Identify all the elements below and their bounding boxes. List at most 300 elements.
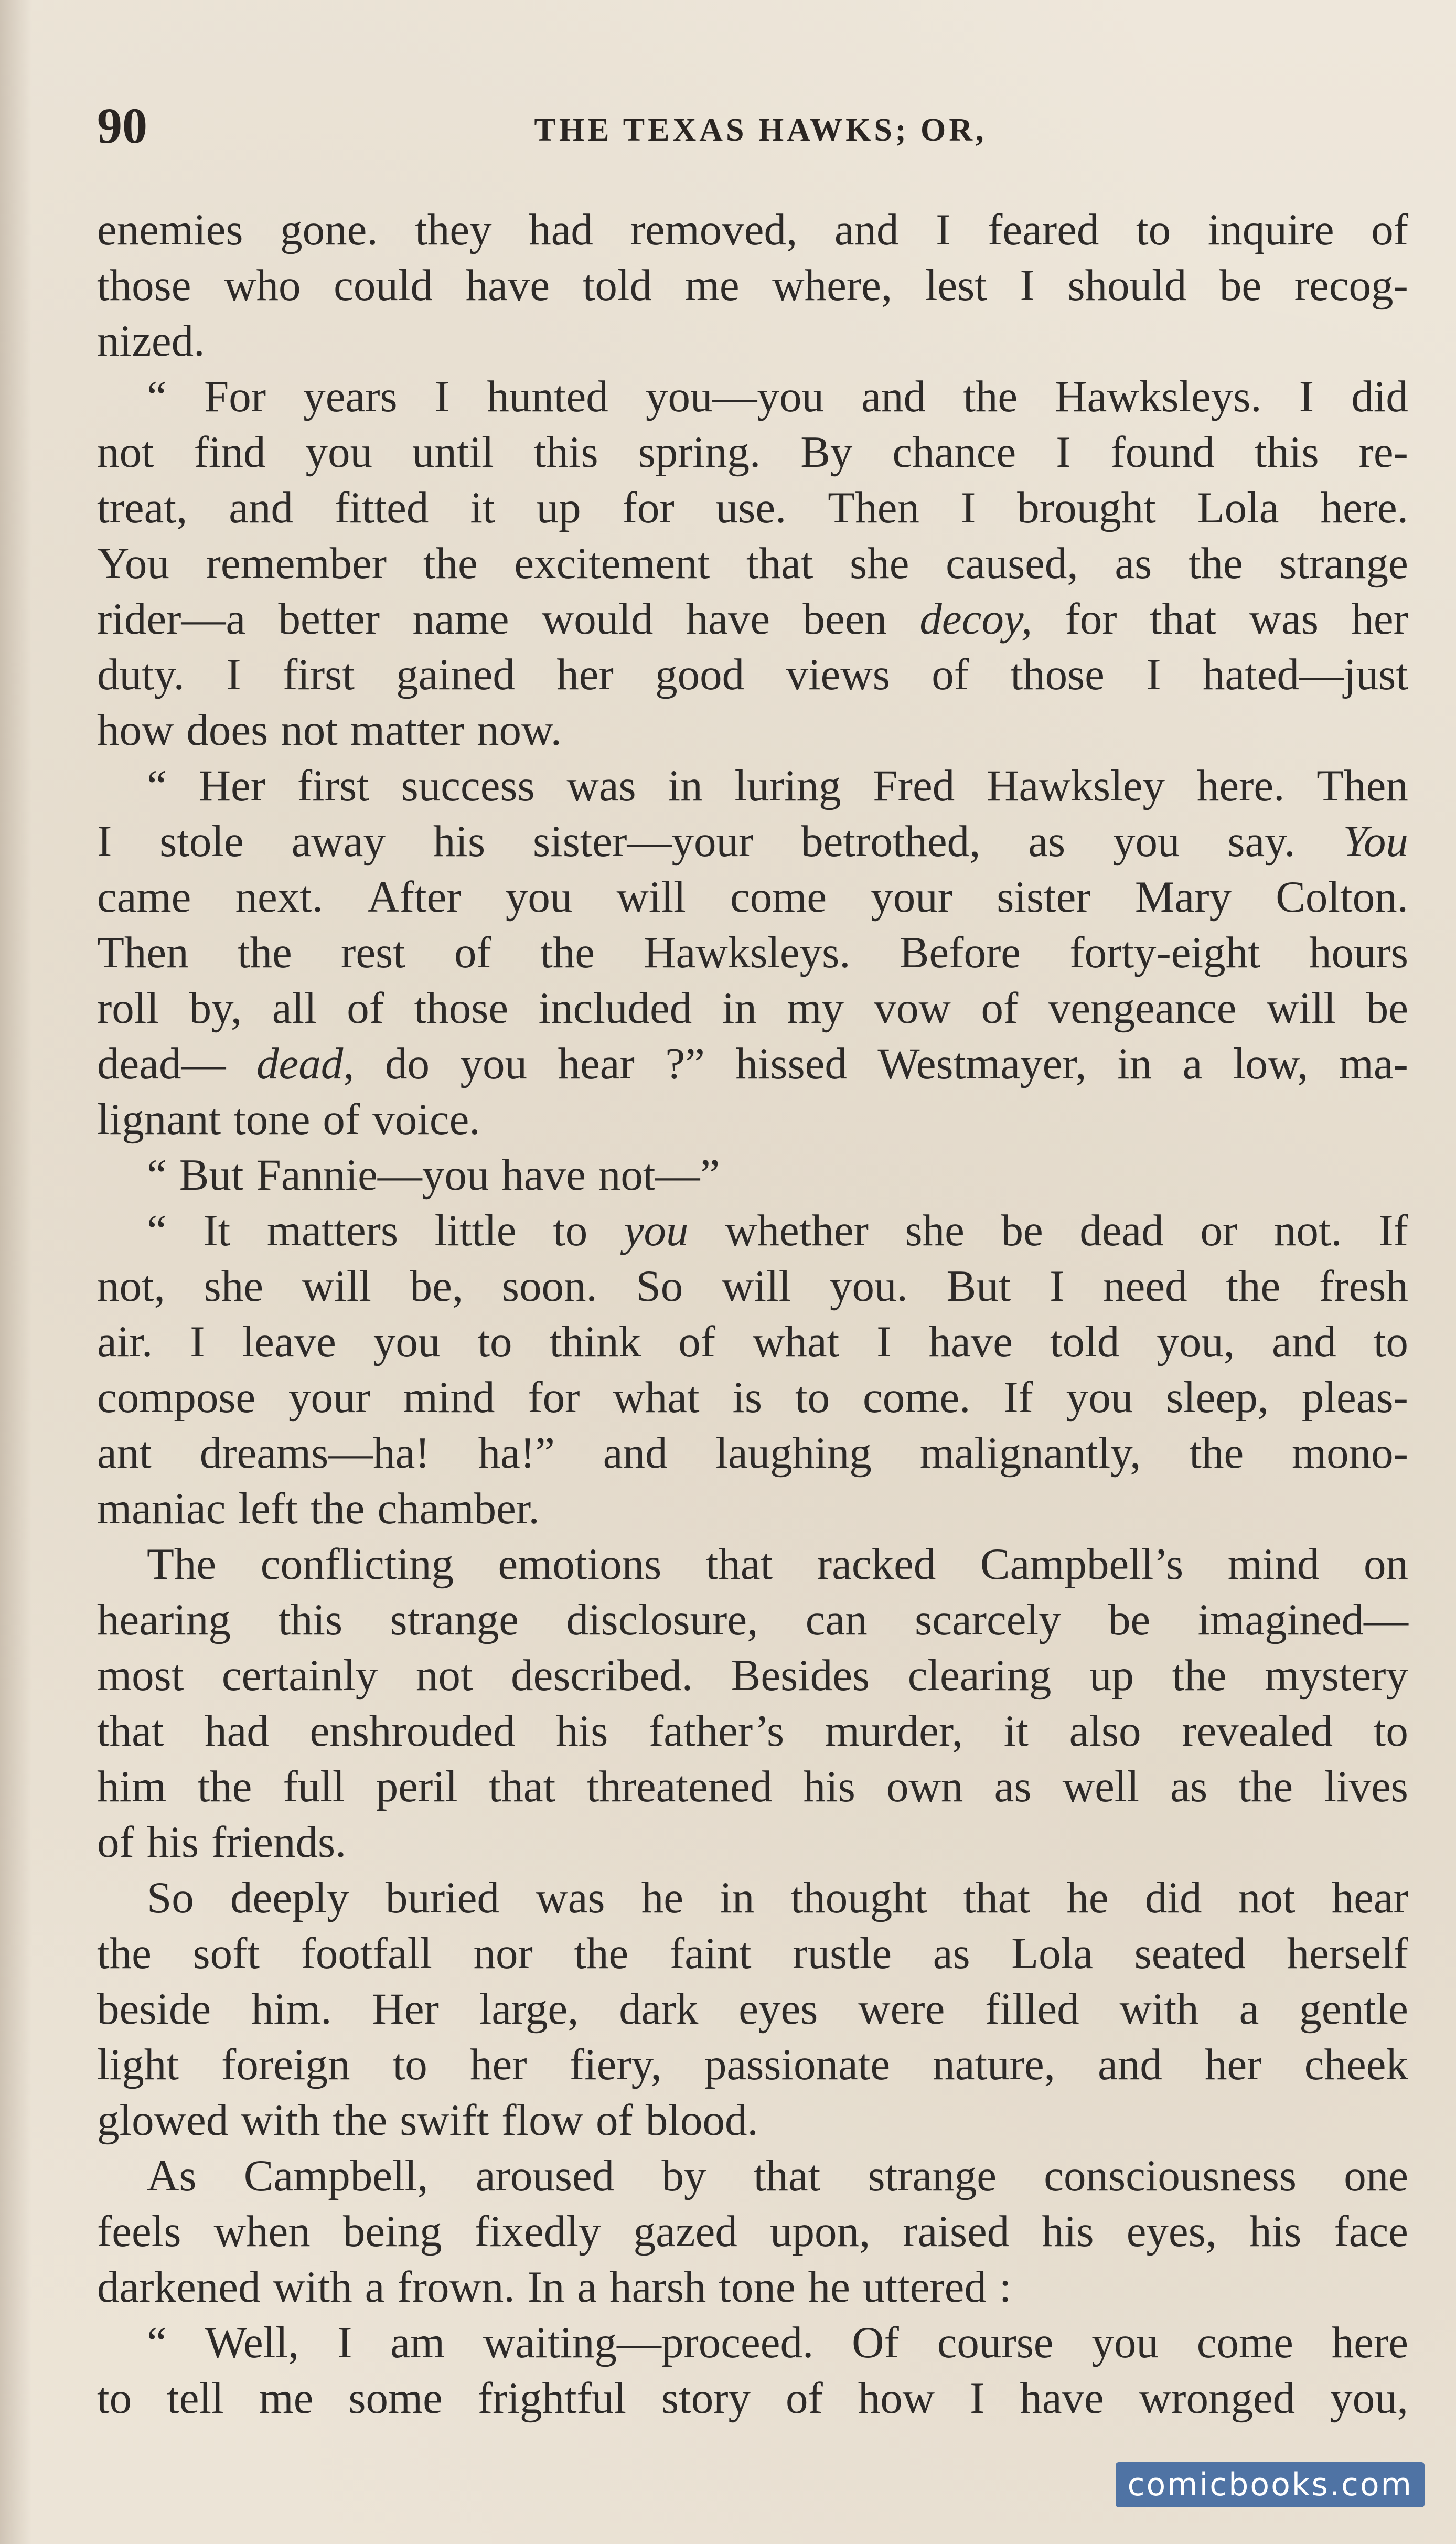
word: in xyxy=(1117,1039,1152,1088)
word: little xyxy=(434,1206,517,1255)
running-head: THE TEXAS HAWKS; OR, xyxy=(534,112,987,148)
word: sister xyxy=(997,872,1091,922)
word: matters xyxy=(266,1206,399,1255)
word: for xyxy=(1065,594,1117,644)
word: with xyxy=(273,2262,352,2312)
text-line xyxy=(97,202,1408,258)
word: his xyxy=(433,817,486,866)
text-line xyxy=(97,2148,1408,2204)
word: You xyxy=(97,539,169,588)
word: air. xyxy=(97,1317,153,1366)
page-header xyxy=(97,97,1424,155)
word: light xyxy=(97,2040,179,2089)
word: But xyxy=(946,1262,1011,1311)
word: the xyxy=(1238,1762,1293,1811)
word: it xyxy=(1003,1706,1029,1756)
word: cheek xyxy=(1304,2040,1408,2089)
word: not xyxy=(281,706,338,755)
word: recog- xyxy=(1294,261,1408,310)
word: her xyxy=(469,2040,527,2089)
word: not xyxy=(415,1651,473,1700)
word: and xyxy=(1272,1317,1336,1366)
word: waiting—proceed. xyxy=(483,2318,814,2367)
text-line xyxy=(97,1759,1408,1814)
word: For xyxy=(204,372,266,421)
word: his xyxy=(1042,2207,1094,2256)
word: have xyxy=(686,594,770,644)
word: own xyxy=(886,1762,963,1811)
word: malignantly, xyxy=(919,1428,1141,1478)
word: had xyxy=(529,205,593,254)
word: not, xyxy=(97,1262,165,1311)
word: you. xyxy=(830,1262,908,1311)
word: and xyxy=(861,372,926,421)
word: come. xyxy=(863,1373,971,1422)
word: who xyxy=(224,261,301,310)
text-line xyxy=(97,1592,1408,1648)
word: Hawksleys. xyxy=(1055,372,1262,421)
word: filled xyxy=(985,1984,1079,2034)
word: lest xyxy=(925,261,987,310)
word: emotions xyxy=(498,1540,662,1589)
word: imagined— xyxy=(1197,1595,1408,1644)
word: low, xyxy=(1233,1039,1309,1088)
word: The xyxy=(147,1540,217,1589)
word: decoy, xyxy=(919,594,1033,644)
word: murder, xyxy=(825,1706,963,1756)
word: you, xyxy=(1330,2374,1408,2423)
word: dead— xyxy=(97,1039,226,1088)
word: those xyxy=(414,984,509,1033)
word: spring. xyxy=(638,427,761,477)
word: success xyxy=(401,761,535,810)
word: good xyxy=(655,650,745,699)
word: views xyxy=(786,650,890,699)
word: hunted xyxy=(487,372,608,421)
word: you xyxy=(1113,817,1180,866)
word: tell xyxy=(167,2374,224,2423)
word: you xyxy=(1091,2318,1159,2367)
word: frown. xyxy=(397,2262,515,2312)
word: described. xyxy=(511,1651,693,1700)
text-line xyxy=(97,869,1408,925)
word: in xyxy=(668,761,703,810)
word: story xyxy=(661,2374,751,2423)
word: hear xyxy=(558,1039,635,1088)
word: told xyxy=(1050,1317,1120,1366)
word: to xyxy=(97,2374,132,2423)
word: your xyxy=(871,872,953,922)
word: the xyxy=(1189,1428,1244,1478)
word: his xyxy=(803,1762,855,1811)
word: betrothed, xyxy=(801,817,981,866)
word: gone. xyxy=(280,205,378,254)
word: am xyxy=(390,2318,445,2367)
word: “ xyxy=(147,761,167,810)
word: say. xyxy=(1227,817,1296,866)
word: him xyxy=(97,1762,167,1811)
word: beside xyxy=(97,1984,211,2034)
word: the xyxy=(423,539,478,588)
word: the xyxy=(1172,1651,1227,1700)
word: racked xyxy=(817,1540,936,1589)
text-line xyxy=(97,1203,1408,1258)
word: gazed xyxy=(633,2207,737,2256)
word: chance xyxy=(892,427,1016,477)
word: his xyxy=(146,1818,199,1867)
word: “ xyxy=(147,2318,167,2367)
text-line xyxy=(97,1481,1408,1536)
word: his xyxy=(1249,2207,1302,2256)
word: also xyxy=(1069,1706,1141,1756)
word: Colton. xyxy=(1276,872,1408,922)
word: when xyxy=(213,2207,311,2256)
word: certainly xyxy=(221,1651,378,1700)
word: away xyxy=(291,817,386,866)
word: you xyxy=(460,1039,528,1088)
word: here. xyxy=(1320,483,1408,532)
word: vow xyxy=(874,984,951,1033)
text-line xyxy=(97,702,1408,758)
word: his xyxy=(556,1706,608,1756)
word: caused, xyxy=(946,539,1078,588)
watermark: comicbooks.com xyxy=(1116,2462,1425,2507)
word: can xyxy=(805,1595,868,1644)
word: laughing xyxy=(715,1428,872,1478)
word: were xyxy=(858,1984,945,2034)
word: rustle xyxy=(793,1929,892,1978)
word: wronged xyxy=(1139,2374,1296,2423)
word: you xyxy=(505,872,573,922)
word: first xyxy=(282,650,355,699)
word: my xyxy=(787,984,844,1033)
word: I xyxy=(1056,427,1071,477)
word: stole xyxy=(159,817,244,866)
word: foreign xyxy=(221,2040,350,2089)
word: treat, xyxy=(97,483,188,532)
word: some xyxy=(348,2374,443,2423)
word: fitted xyxy=(334,483,429,532)
word: that xyxy=(753,2151,821,2200)
word: have xyxy=(465,261,550,310)
word: the xyxy=(1226,1262,1281,1311)
word: the xyxy=(1188,539,1243,588)
word: for xyxy=(622,483,675,532)
word: Well, xyxy=(205,2318,299,2367)
word: strange xyxy=(1279,539,1408,588)
word: I xyxy=(936,205,951,254)
text-line xyxy=(97,1314,1408,1370)
word: tone xyxy=(719,2262,796,2312)
word: Then xyxy=(1316,761,1408,810)
word: chamber. xyxy=(377,1484,540,1533)
word: disclosure, xyxy=(566,1595,758,1644)
word: matter xyxy=(350,706,464,755)
word: came xyxy=(97,872,191,922)
word: on xyxy=(1364,1540,1408,1589)
word: Fred xyxy=(873,761,955,810)
word: scarcely xyxy=(915,1595,1061,1644)
word: lives xyxy=(1324,1762,1408,1811)
word: to xyxy=(392,2040,427,2089)
word: do xyxy=(385,1039,430,1088)
word: will xyxy=(1266,984,1336,1033)
word: included xyxy=(538,984,692,1033)
word: be xyxy=(1001,1206,1043,1255)
word: I xyxy=(337,2318,352,2367)
word: In xyxy=(527,2262,565,2312)
word: of xyxy=(785,2374,823,2423)
text-line xyxy=(97,1926,1408,1981)
word: Lola xyxy=(1011,1929,1093,1978)
word: conflicting xyxy=(260,1540,454,1589)
word: mono- xyxy=(1292,1428,1408,1478)
text-line xyxy=(97,1814,1408,1870)
word: eyes, xyxy=(1126,2207,1217,2256)
word: of xyxy=(678,1317,715,1366)
word: a xyxy=(1239,1984,1259,2034)
word: by xyxy=(661,2151,706,2200)
word: the xyxy=(237,928,292,977)
word: that xyxy=(488,1762,556,1811)
word: being xyxy=(342,2207,442,2256)
word: strange xyxy=(868,2151,997,2200)
word: ha!” xyxy=(478,1428,555,1478)
word: leave xyxy=(242,1317,336,1366)
word: upon, xyxy=(769,2207,871,2256)
word: a xyxy=(577,2262,597,2312)
word: deeply xyxy=(230,1873,349,1922)
word: face xyxy=(1334,2207,1408,2256)
word: he xyxy=(1066,1873,1109,1922)
word: she xyxy=(204,1262,263,1311)
word: herself xyxy=(1287,1929,1408,1978)
word: have xyxy=(928,1317,1013,1366)
word: frightful xyxy=(477,2374,627,2423)
text-line xyxy=(97,1036,1408,1092)
word: Westmayer, xyxy=(877,1039,1087,1088)
word: as xyxy=(1170,1762,1208,1811)
word: ant xyxy=(97,1428,152,1478)
word: hated—just xyxy=(1202,650,1408,699)
word: of xyxy=(323,1095,360,1144)
word: glowed xyxy=(97,2096,229,2145)
word: me xyxy=(259,2374,314,2423)
word: what xyxy=(613,1373,700,1422)
word: enemies xyxy=(97,205,243,254)
page-number: 90 xyxy=(97,98,147,154)
word: Then xyxy=(828,483,919,532)
word: faint xyxy=(669,1929,752,1978)
word: large, xyxy=(479,1984,579,2034)
word: I xyxy=(97,817,112,866)
word: not. xyxy=(1273,1206,1342,1255)
word: was xyxy=(536,1873,605,1922)
word: remember xyxy=(206,539,387,588)
word: soft xyxy=(192,1929,260,1978)
word: did xyxy=(1144,1873,1202,1922)
word: what xyxy=(753,1317,840,1366)
text-line xyxy=(97,814,1408,869)
word: : xyxy=(999,2262,1012,2312)
word: It xyxy=(203,1206,231,1255)
word: fixedly xyxy=(474,2207,601,2256)
word: you xyxy=(624,1206,689,1255)
word: one xyxy=(1344,2151,1408,2200)
word: harsh xyxy=(609,2262,706,2312)
word: excitement xyxy=(514,539,710,588)
word: not—” xyxy=(598,1150,720,1200)
word: found xyxy=(1110,427,1215,477)
word: fiery, xyxy=(569,2040,662,2089)
word: strange xyxy=(390,1595,519,1644)
text-line xyxy=(97,647,1408,702)
word: it xyxy=(470,483,495,532)
word: that xyxy=(1149,594,1217,644)
word: you—you xyxy=(646,372,824,421)
text-line xyxy=(97,980,1408,1036)
word: clearing xyxy=(907,1651,1052,1700)
word: find xyxy=(194,427,266,477)
word: I xyxy=(190,1317,205,1366)
text-line xyxy=(97,1981,1408,2037)
word: as xyxy=(933,1929,970,1978)
word: to xyxy=(1136,205,1171,254)
text-line xyxy=(97,1370,1408,1425)
word: I xyxy=(1146,650,1161,699)
word: that xyxy=(746,539,813,588)
word: how xyxy=(858,2374,935,2423)
word: duty. xyxy=(97,650,185,699)
word: will xyxy=(616,872,686,922)
word: the xyxy=(963,372,1018,421)
word: have xyxy=(501,1150,586,1200)
word: uttered xyxy=(862,2262,987,2312)
word: here xyxy=(1331,2318,1408,2367)
word: So xyxy=(636,1262,683,1311)
word: maniac xyxy=(97,1484,226,1533)
word: I xyxy=(1050,1262,1065,1311)
word: of xyxy=(97,1818,134,1867)
body-text xyxy=(97,202,1408,2426)
word: be xyxy=(1219,261,1262,310)
word: whether xyxy=(725,1206,869,1255)
word: to xyxy=(1373,1317,1408,1366)
word: is xyxy=(732,1373,763,1422)
word: Hawksley xyxy=(987,761,1165,810)
word: they xyxy=(415,205,492,254)
word: the xyxy=(574,1929,629,1978)
word: footfall xyxy=(301,1929,432,1978)
word: now. xyxy=(476,706,562,755)
text-line xyxy=(97,925,1408,980)
word: Of xyxy=(852,2318,899,2367)
word: gentle xyxy=(1299,1984,1408,2034)
word: your xyxy=(288,1373,370,1422)
word: feared xyxy=(988,205,1099,254)
word: most xyxy=(97,1651,184,1700)
word: rider—a xyxy=(97,594,246,644)
word: could xyxy=(334,261,433,310)
word: buried xyxy=(385,1873,500,1922)
word: dead xyxy=(1079,1206,1164,1255)
word: Her xyxy=(372,1984,439,2034)
word: I xyxy=(960,483,976,532)
word: her xyxy=(1205,2040,1262,2089)
word: Hawksleys. xyxy=(644,928,851,977)
word: thought xyxy=(790,1873,927,1922)
word: he xyxy=(808,2262,850,2312)
word: those xyxy=(1010,650,1105,699)
word: be xyxy=(1108,1595,1151,1644)
word: was xyxy=(566,761,636,810)
word: her xyxy=(1351,594,1408,644)
word: the xyxy=(97,1929,152,1978)
word: friends. xyxy=(211,1818,347,1867)
word: By xyxy=(800,427,853,477)
word: inquire xyxy=(1207,205,1334,254)
word: sleep, xyxy=(1166,1373,1269,1422)
word: nor xyxy=(473,1929,533,1978)
text-line xyxy=(97,1870,1408,1926)
word: father’s xyxy=(649,1706,785,1756)
word: to xyxy=(1373,1706,1408,1756)
text-line xyxy=(97,1703,1408,1759)
text-line xyxy=(97,2037,1408,2092)
text-line xyxy=(97,2092,1408,2148)
word: If xyxy=(1003,1373,1033,1422)
word: Lola xyxy=(1197,483,1279,532)
word: swift xyxy=(400,2096,489,2145)
word: soon. xyxy=(501,1262,597,1311)
text-line xyxy=(97,424,1408,480)
word: how xyxy=(97,706,174,755)
word: with xyxy=(1119,1984,1199,2034)
word: pleas- xyxy=(1301,1373,1408,1422)
word: Then xyxy=(97,928,189,977)
word: rest xyxy=(341,928,405,977)
word: this xyxy=(278,1595,343,1644)
word: So xyxy=(147,1873,194,1922)
word: fresh xyxy=(1319,1262,1408,1311)
word: of xyxy=(347,984,384,1033)
word: the xyxy=(540,928,595,977)
word: will xyxy=(722,1262,791,1311)
word: to xyxy=(795,1373,830,1422)
word: ?” xyxy=(665,1039,705,1088)
word: you, xyxy=(1157,1317,1235,1366)
word: If xyxy=(1378,1206,1408,1255)
word: not xyxy=(97,427,154,477)
word: him. xyxy=(251,1984,332,2034)
word: first xyxy=(297,761,369,810)
word: that xyxy=(705,1540,773,1589)
word: did xyxy=(1351,372,1408,421)
word: “ xyxy=(147,372,167,421)
word: Fannie—you xyxy=(256,1150,489,1200)
word: gained xyxy=(396,650,515,699)
word: here. xyxy=(1196,761,1285,810)
word: had xyxy=(205,1706,269,1756)
word: “ xyxy=(147,1206,167,1255)
word: with xyxy=(241,2096,320,2145)
word: of xyxy=(932,650,969,699)
word: Besides xyxy=(731,1651,870,1700)
word: you xyxy=(305,427,372,477)
word: up xyxy=(536,483,581,532)
word: I xyxy=(876,1317,892,1366)
text-line xyxy=(97,591,1408,647)
